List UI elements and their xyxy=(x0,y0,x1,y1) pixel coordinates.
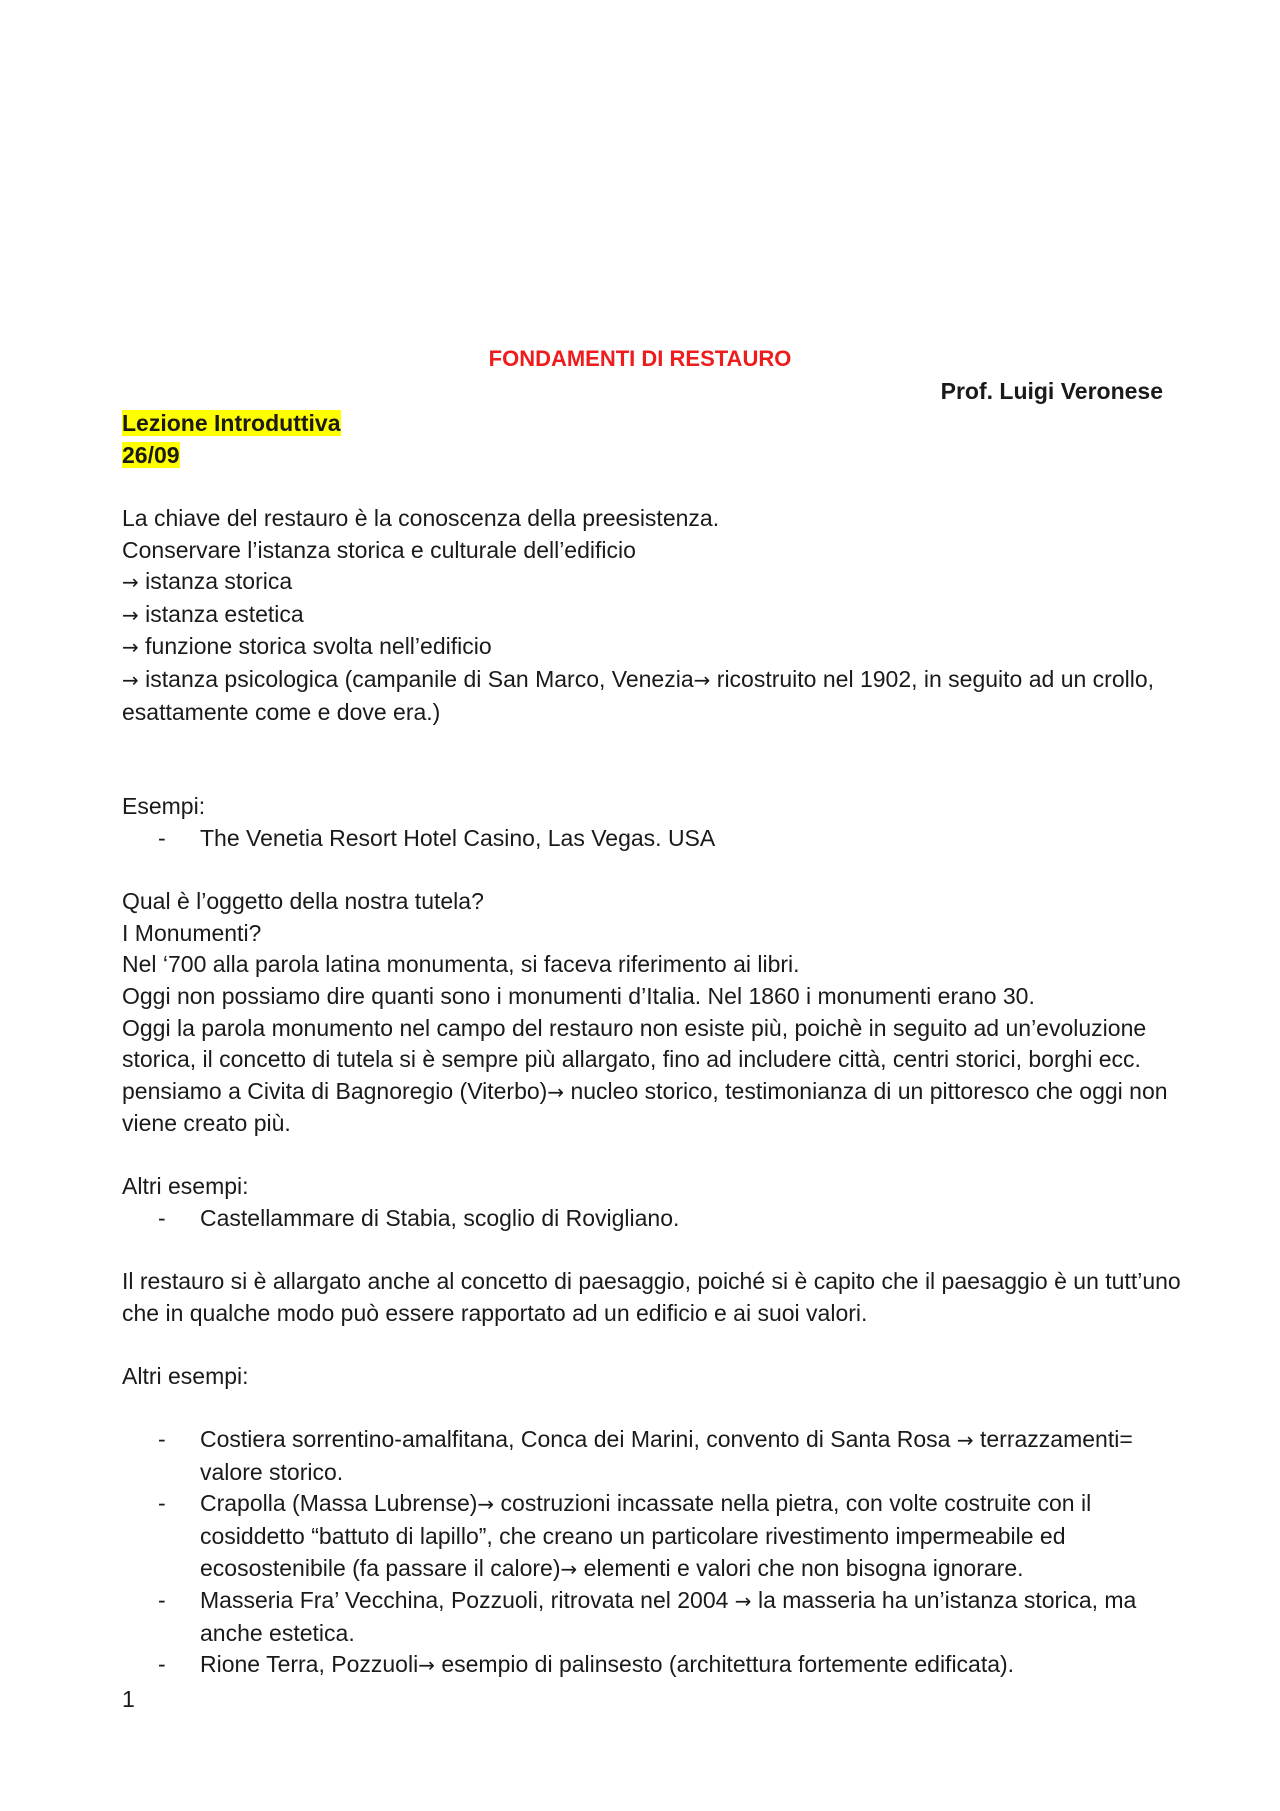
arrow-right-icon: → xyxy=(547,1079,565,1104)
page-number: 1 xyxy=(122,1686,135,1712)
examples-list xyxy=(122,823,1182,855)
lesson-title: Lezione Introduttiva xyxy=(122,410,341,436)
arrow-right-icon: → xyxy=(734,1589,752,1614)
arrow-right-icon: → xyxy=(477,1492,495,1517)
line-700: Nel ‘700 alla parola latina monumenta, si faceva riferimento ai libri. xyxy=(122,951,800,978)
other-examples-label: Altri esempi: xyxy=(122,1173,249,1200)
lesson-date: 26/09 xyxy=(122,441,180,468)
arrow-item: → istanza storica xyxy=(122,568,293,595)
list-item: - Masseria Fra’ Vecchina, Pozzuoli, ritrovata nel 2004 → la masseria ha un’istanza storica, ma anche estetica. xyxy=(200,1585,1182,1649)
list-item: - Crapolla (Massa Lubrense)→ costruzioni incassate nella pietra, con volte costruite con il cosiddetto “battuto di lapillo”, che creano un particolare rivestimento impermeabile ed ecosostenibile (fa passare il calore)→ elementi e valori che non bisogna ignorare. xyxy=(200,1488,1182,1585)
arrow-item: → istanza estetica xyxy=(122,600,304,627)
arrow-right-icon: → xyxy=(693,667,711,692)
list-item: - Castellammare di Stabia, scoglio di Rovigliano. xyxy=(200,1203,1182,1235)
list-item: - Costiera sorrentino-amalfitana, Conca dei Marini, convento di Santa Rosa → terrazzamenti= valore storico. xyxy=(200,1424,1182,1488)
arrow-right-icon: → xyxy=(418,1653,435,1678)
arrow-item: → funzione storica svolta nell’edificio xyxy=(122,633,492,660)
other-examples-label-2: Altri esempi: xyxy=(122,1363,249,1390)
list-item: - The Venetia Resort Hotel Casino, Las Vegas. USA xyxy=(200,823,1182,855)
arrow-right-icon: → xyxy=(122,667,139,692)
monumenti-question: I Monumenti? xyxy=(122,919,262,946)
other-examples-list xyxy=(122,1203,1182,1235)
arrow-right-icon: → xyxy=(956,1428,974,1453)
document-body xyxy=(122,503,1182,1682)
intro-line-1: La chiave del restauro è la conoscenza della preesistenza. xyxy=(122,505,720,531)
lesson-header xyxy=(122,408,341,471)
other-examples-list-2 xyxy=(122,1424,1182,1682)
arrow-right-icon: → xyxy=(122,570,139,595)
line-1860: Oggi non possiamo dire quanti sono i monumenti d’Italia. Nel 1860 i monumenti erano 30. xyxy=(122,982,1035,1009)
tutela-paragraph: Oggi la parola monumento nel campo del restauro non esiste più, poichè in seguito ad un’evoluzione storica, il concetto di tutela si è sempre più allargato, fino ad includere città, centri storici, borghi ecc. pensiamo a Civita di Bagnoregio (Viterbo)→ nucleo storico, testimonianza di un pittoresco che oggi non viene creato più. xyxy=(122,1014,1168,1137)
arrow-right-icon: → xyxy=(122,602,139,627)
paesaggio-paragraph: Il restauro si è allargato anche al concetto di paesaggio, poiché si è capito che il paesaggio è un tutt’uno che in qualche modo può essere rapportato ad un edificio e ai suoi valori. xyxy=(122,1268,1181,1326)
author-name: Prof. Luigi Veronese xyxy=(940,378,1163,404)
arrow-item: → istanza psicologica (campanile di San Marco, Venezia→ ricostruito nel 1902, in seguito ad un crollo, esattamente come e dove era.) xyxy=(122,665,1155,725)
intro-line-2: Conservare l’istanza storica e culturale dell’edificio xyxy=(122,536,636,563)
arrow-right-icon: → xyxy=(122,635,139,660)
examples-label: Esempi: xyxy=(122,793,206,820)
arrow-right-icon: → xyxy=(560,1556,578,1581)
document-title: FONDAMENTI DI RESTAURO xyxy=(488,346,792,371)
tutela-question: Qual è l’oggetto della nostra tutela? xyxy=(122,888,484,915)
list-item: - Rione Terra, Pozzuoli→ esempio di palinsesto (architettura fortemente edificata). xyxy=(200,1649,1182,1682)
